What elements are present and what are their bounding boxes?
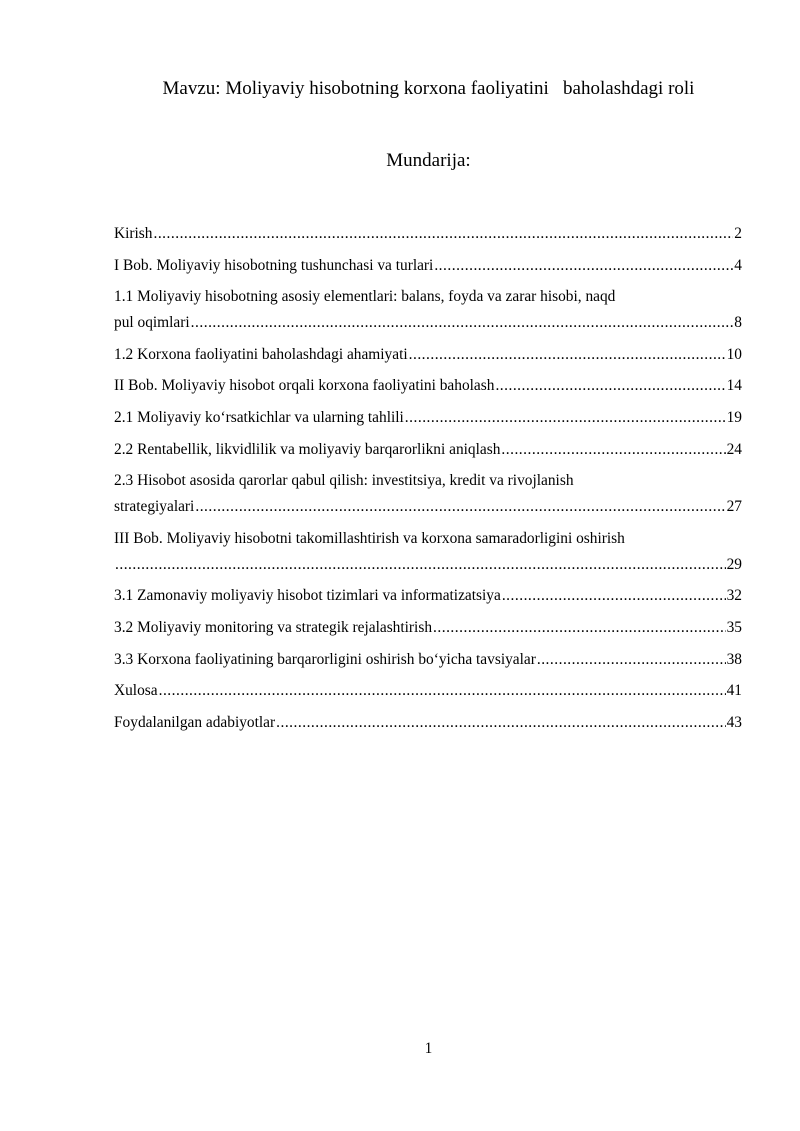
dot-leader [433, 615, 726, 641]
toc-entry-page: 41 [726, 682, 742, 700]
dot-leader [276, 710, 725, 736]
dot-leader [195, 494, 725, 520]
toc-entry-section-2-2[interactable] [114, 437, 742, 463]
toc-entry-label-line2: strategiyalari [114, 498, 195, 516]
toc-entry-page: 14 [726, 377, 742, 395]
toc-entry-chapter-1[interactable] [114, 253, 742, 279]
toc-entry-label: I Bob. Moliyaviy hisobotning tushunchasi va turlari [114, 256, 434, 274]
toc-entry-section-3-3[interactable] [114, 647, 742, 673]
toc-entry-label-line2: pul oqimlari [114, 314, 190, 332]
toc-entry-page: 10 [726, 345, 742, 363]
toc-entry-label-line1: 1.1 Moliyaviy hisobotning asosiy elementlari: balans, foyda va zarar hisobi, naqd [114, 288, 616, 306]
toc-entry-label-line1: III Bob. Moliyaviy hisobotni takomillashtirish va korxona samaradorligini oshirish [114, 529, 625, 547]
toc-entry-label: Kirish [114, 225, 153, 242]
toc-entry-label: II Bob. Moliyaviy hisobot orqali korxona faoliyatini baholash [114, 377, 495, 395]
toc-entry-page: 32 [726, 587, 742, 605]
toc-entry-page: 2 [734, 225, 742, 242]
dot-leader [434, 253, 733, 279]
toc-entry-label: 1.2 Korxona faoliyatini baholashdagi ahamiyati [114, 345, 408, 363]
dot-leader [501, 437, 725, 463]
toc-entry-page: 4 [734, 256, 742, 274]
dot-leader [502, 583, 726, 609]
toc-entry-section-1-2[interactable] [114, 342, 742, 368]
page-number: 1 [424, 1040, 433, 1057]
toc-entry-label: 3.1 Zamonaviy moliyaviy hisobot tizimlari va informatizatsiya [114, 587, 501, 605]
document-title: Mavzu: Moliyaviy hisobotning korxona faoliyatini baholashdagi roli [162, 78, 695, 99]
toc-entry-page: 29 [726, 555, 742, 573]
toc-entry-page: 24 [726, 440, 742, 458]
toc-entry-label: Foydalanilgan adabiyotlar [114, 713, 276, 731]
toc-entry-page: 19 [726, 408, 742, 426]
toc-entry-page: 43 [726, 713, 742, 731]
table-of-contents [114, 221, 742, 741]
toc-entry-label: 2.1 Moliyaviy ko‘rsatkichlar va ularning tahlili [114, 408, 404, 426]
dot-leader [115, 552, 726, 578]
toc-entry-label: Xulosa [114, 682, 158, 700]
toc-entry-kirish[interactable] [114, 221, 742, 247]
dot-leader [495, 373, 725, 399]
toc-heading: Mundarija: [386, 150, 471, 171]
toc-entry-page: 8 [734, 314, 742, 332]
toc-entry-chapter-3[interactable] [114, 526, 742, 578]
dot-leader [191, 310, 734, 336]
toc-entry-label: 2.2 Rentabellik, likvidlilik va moliyaviy barqarorlikni aniqlash [114, 440, 501, 458]
toc-entry-section-1-1[interactable] [114, 284, 742, 336]
toc-entry-page: 35 [726, 618, 742, 636]
toc-entry-section-3-2[interactable] [114, 615, 742, 641]
dot-leader [153, 221, 733, 247]
toc-entry-adabiyotlar[interactable] [114, 710, 742, 736]
toc-entry-label: 3.3 Korxona faoliyatining barqarorligini oshirish bo‘yicha tavsiyalar [114, 650, 536, 668]
dot-leader [405, 405, 726, 431]
toc-entry-label: 3.2 Moliyaviy monitoring va strategik rejalashtirish [114, 618, 433, 636]
dot-leader [537, 647, 726, 673]
dot-leader [409, 342, 726, 368]
toc-entry-page: 27 [726, 498, 742, 516]
toc-entry-section-3-1[interactable] [114, 583, 742, 609]
toc-entry-label-line1: 2.3 Hisobot asosida qarorlar qabul qilish: investitsiya, kredit va rivojlanish [114, 472, 574, 490]
toc-entry-section-2-3[interactable] [114, 468, 742, 520]
toc-entry-page: 38 [726, 650, 742, 668]
dot-leader [159, 678, 726, 704]
toc-entry-chapter-2[interactable] [114, 373, 742, 399]
toc-entry-section-2-1[interactable] [114, 405, 742, 431]
toc-entry-xulosa[interactable] [114, 678, 742, 704]
